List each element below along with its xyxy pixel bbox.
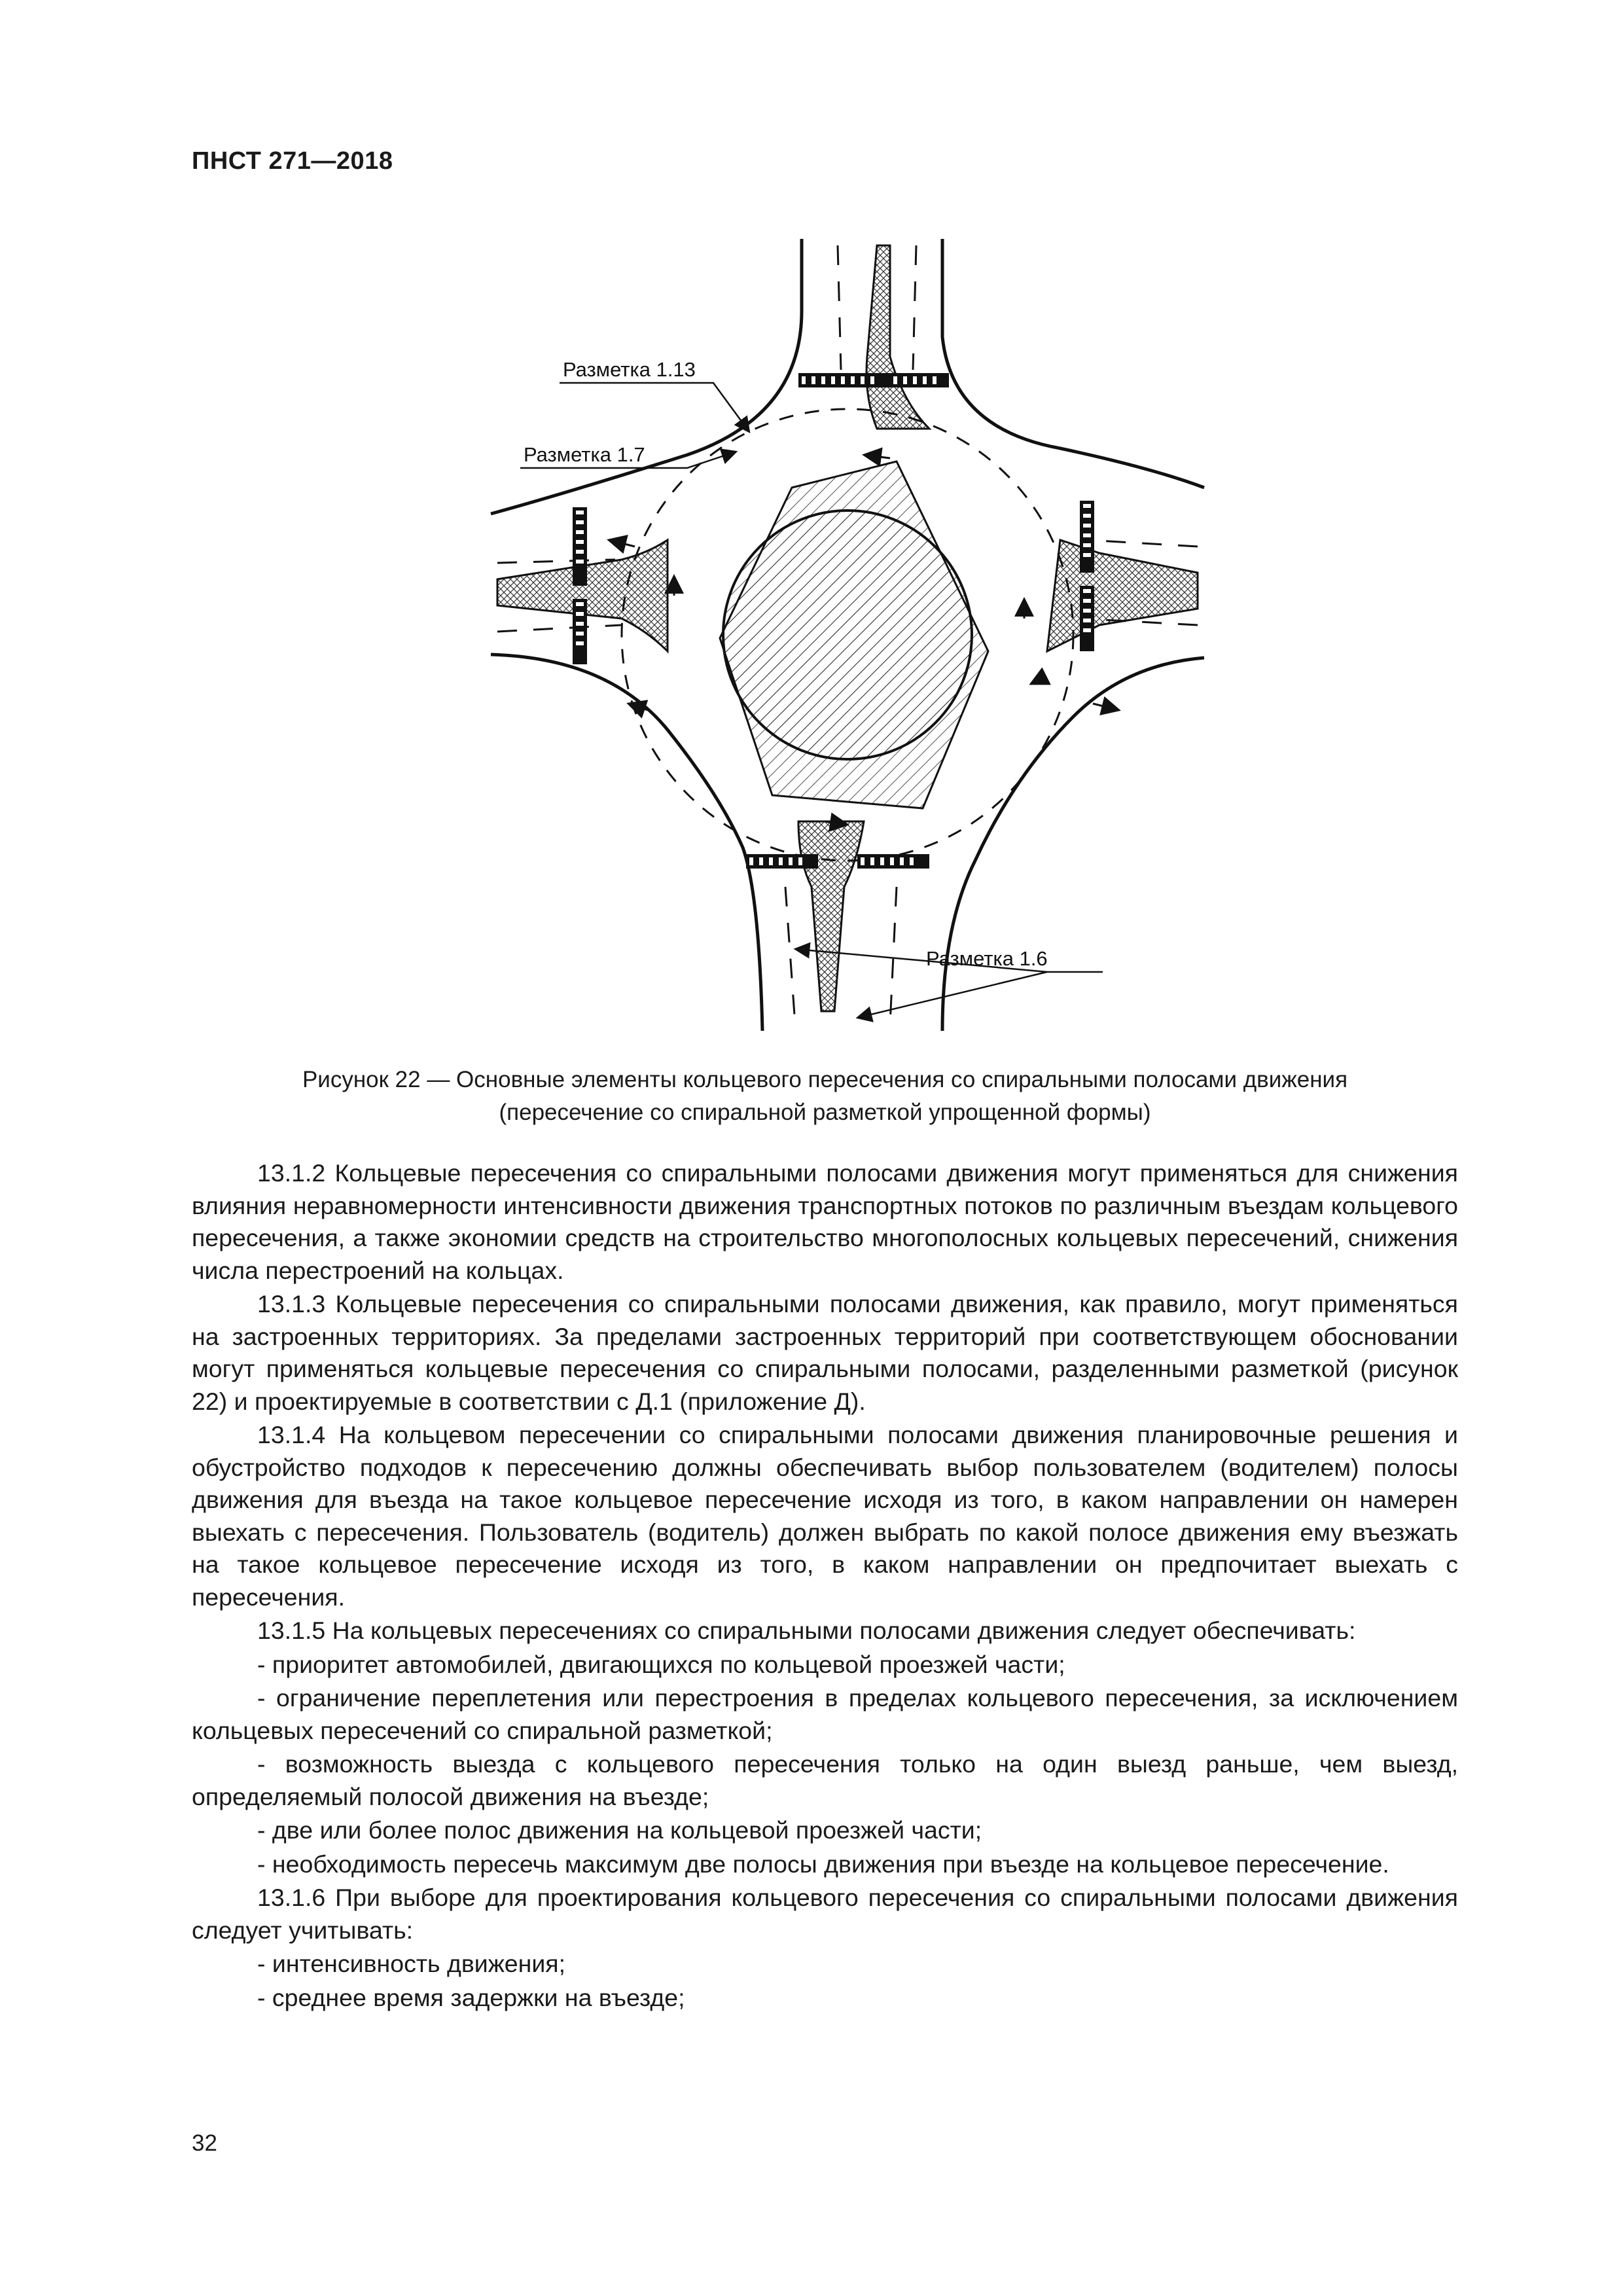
label-marking-1-13: Разметка 1.13 <box>563 358 696 381</box>
label-marking-1-7: Разметка 1.7 <box>524 443 645 466</box>
figure-caption <box>192 1064 1458 1129</box>
paragraph-13-1-2: 13.1.2 Кольцевые пересечения со спиральными полосами движения могут применяться для снижения влияния неравномерности интенсивности движения транспортных потоков по различным въездам кольцевого пересечения, а также экономии средств на строительство многополосных кольцевых пересечений, снижения числа перестроений на кольцах. <box>192 1159 1458 1284</box>
list-item: - приоритет автомобилей, двигающихся по кольцевой проезжей части; <box>257 1650 1065 1678</box>
roundabout-figure <box>471 232 1243 1037</box>
list-item: - необходимость пересечь максимум две полосы движения при въезде на кольцевое пересечение. <box>257 1850 1389 1878</box>
caption-line-1: Рисунок 22 — Основные элементы кольцевого пересечения со спиральными полосами движения <box>302 1067 1348 1092</box>
caption-line-2: (пересечение со спиральной разметкой упрощенной формы) <box>499 1100 1151 1125</box>
body-text <box>192 1157 1458 2015</box>
paragraph-13-1-3: 13.1.3 Кольцевые пересечения со спиральными полосами движения, как правило, могут применяться на застроенных территориях. За пределами застроенных территорий при соответствующем обосновании могут применяться кольцевые пересечения со спиральными полосами, разделенными разметкой (рисунок 22) и проектируемые в соответствии с Д.1 (приложение Д). <box>192 1290 1458 1415</box>
list-item: - возможность выезда с кольцевого пересечения только на один выезд раньше, чем выезд, определяемый полосой движения на въезде; <box>192 1750 1458 1810</box>
list-item: - интенсивность движения; <box>257 1950 566 1977</box>
list-item: - среднее время задержки на въезде; <box>257 1983 685 2011</box>
document-code-header: ПНСТ 271—2018 <box>192 147 393 175</box>
paragraph-13-1-5: 13.1.5 На кольцевых пересечениях со спиральными полосами движения следует обеспечивать: <box>257 1617 1356 1644</box>
page-number: 32 <box>192 2130 217 2156</box>
list-item: - ограничение переплетения или перестроения в пределах кольцевого пересечения, за исключением кольцевых пересечений со спиральной разметкой; <box>192 1684 1458 1744</box>
paragraph-13-1-6: 13.1.6 При выборе для проектирования кольцевого пересечения со спиральными полосами движения следует учитывать: <box>192 1884 1458 1944</box>
list-item: - две или более полос движения на кольцевой проезжей части; <box>257 1816 982 1844</box>
paragraph-13-1-4: 13.1.4 На кольцевом пересечении со спиральными полосами движения планировочные решения и обустройство подходов к пересечению должны обеспечивать выбор пользователем (водителем) полосы движения для въезда на такое кольцевое пересечение исходя из того, в каком направлении он намерен выехать с пересечения. Пользователь (водитель) должен выбрать по какой полосе движения ему въезжать на такое кольцевое пересечение исходя из того, в каком направлении он предпочитает выехать с пересечения. <box>192 1421 1458 1611</box>
central-island <box>723 511 972 759</box>
label-marking-1-6: Разметка 1.6 <box>926 947 1048 970</box>
